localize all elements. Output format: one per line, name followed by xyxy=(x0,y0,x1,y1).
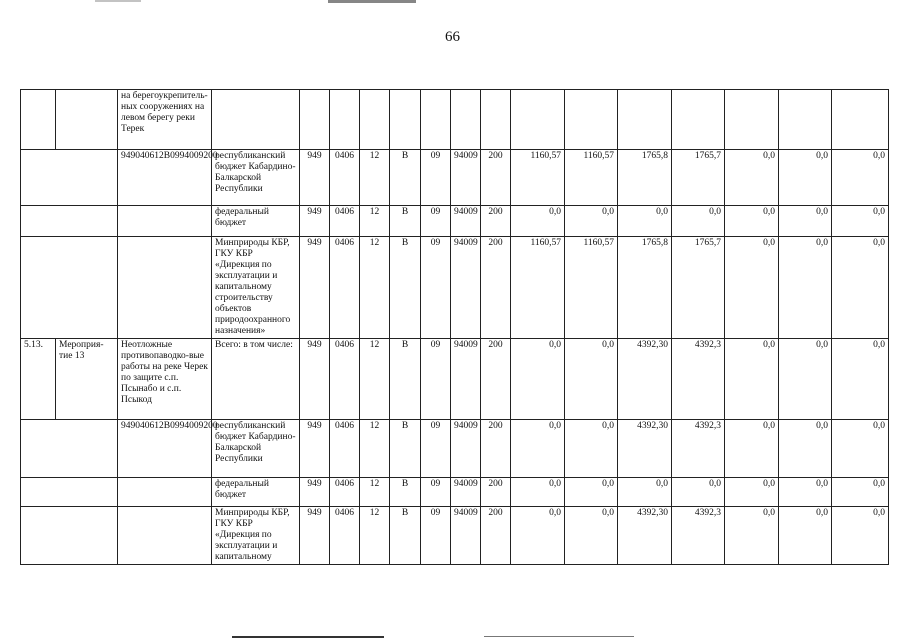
empty-cell xyxy=(21,206,118,237)
grbs-code: 949 xyxy=(300,420,330,478)
subprogram-code: В xyxy=(390,150,421,206)
value-cell: 1160,57 xyxy=(565,237,618,339)
value-cell: 0,0 xyxy=(832,339,889,420)
table-row xyxy=(21,237,889,339)
program-code: 12 xyxy=(360,478,390,507)
value-cell: 0,0 xyxy=(725,478,779,507)
value-cell: 0,0 xyxy=(725,339,779,420)
scan-artifact-bottom xyxy=(232,636,384,638)
direction-code: 94009 xyxy=(451,206,481,237)
value-cell: 0,0 xyxy=(565,420,618,478)
program-code: 12 xyxy=(360,339,390,420)
value-cell: 0,0 xyxy=(725,237,779,339)
subprogram-code: В xyxy=(390,237,421,339)
value-cell: 0,0 xyxy=(565,206,618,237)
program-code: 12 xyxy=(360,507,390,565)
subprogram-code: В xyxy=(390,507,421,565)
value-cell: 0,0 xyxy=(832,237,889,339)
main-event-code: 09 xyxy=(421,420,451,478)
program-code: 12 xyxy=(360,150,390,206)
scan-artifact-top-left xyxy=(95,0,141,2)
table-row xyxy=(21,150,889,206)
empty-cell xyxy=(21,507,118,565)
value-cell: 0,0 xyxy=(511,339,565,420)
direction-code: 94009 xyxy=(451,237,481,339)
event-cell xyxy=(56,90,118,150)
value-cell: 0,0 xyxy=(779,420,832,478)
value-cell: 0,0 xyxy=(779,150,832,206)
section-code: 0406 xyxy=(330,339,360,420)
program-code: 12 xyxy=(360,420,390,478)
scan-artifact-top xyxy=(328,0,416,3)
table-row xyxy=(21,507,889,565)
value-cell xyxy=(672,90,725,150)
program-code xyxy=(360,90,390,150)
table-row xyxy=(21,420,889,478)
section-code: 0406 xyxy=(330,507,360,565)
main-event-code xyxy=(421,90,451,150)
expense-type-code: 200 xyxy=(481,478,511,507)
main-event-code: 09 xyxy=(421,478,451,507)
value-cell: 0,0 xyxy=(779,206,832,237)
main-event-code: 09 xyxy=(421,206,451,237)
direction-code: 94009 xyxy=(451,150,481,206)
row-number-cell xyxy=(21,90,56,150)
value-cell: 0,0 xyxy=(779,339,832,420)
value-cell: 0,0 xyxy=(511,420,565,478)
value-cell: 0,0 xyxy=(779,237,832,339)
value-cell: 4392,3 xyxy=(672,507,725,565)
value-cell: 4392,30 xyxy=(618,507,672,565)
empty-cell xyxy=(118,237,212,339)
section-code: 0406 xyxy=(330,237,360,339)
direction-code xyxy=(451,90,481,150)
subprogram-code: В xyxy=(390,420,421,478)
direction-code: 94009 xyxy=(451,478,481,507)
value-cell xyxy=(779,90,832,150)
value-cell: 0,0 xyxy=(618,206,672,237)
value-cell: 4392,30 xyxy=(618,339,672,420)
value-cell xyxy=(511,90,565,150)
table-row xyxy=(21,206,889,237)
value-cell: 0,0 xyxy=(725,420,779,478)
funding-source: республиканский бюджет Кабардино-Балкарской Республики xyxy=(212,420,300,478)
value-cell: 1160,57 xyxy=(511,237,565,339)
budget-table xyxy=(20,89,889,565)
subprogram-code: В xyxy=(390,206,421,237)
empty-cell xyxy=(21,237,118,339)
funding-source: Минприроды КБР, ГКУ КБР «Дирекция по эксплуатации и капитальному строительству объектов природоохранного назначения» xyxy=(212,237,300,339)
expense-type-code: 200 xyxy=(481,507,511,565)
funding-source: Всего: в том числе: xyxy=(212,339,300,420)
direction-code: 94009 xyxy=(451,339,481,420)
value-cell xyxy=(832,90,889,150)
value-cell: 0,0 xyxy=(618,478,672,507)
value-cell: 0,0 xyxy=(672,206,725,237)
value-cell: 4392,3 xyxy=(672,339,725,420)
event-description: Неотложные противопаводко-вые работы на реке Черек по защите с.п. Псынабо и с.п. Псыкод xyxy=(118,339,212,420)
event-title: Мероприя-тие 13 xyxy=(56,339,118,420)
page-number: 66 xyxy=(445,29,460,45)
table-row xyxy=(21,339,889,420)
expense-type-code: 200 xyxy=(481,237,511,339)
value-cell: 0,0 xyxy=(725,150,779,206)
value-cell: 4392,3 xyxy=(672,420,725,478)
funding-source: федеральный бюджет xyxy=(212,206,300,237)
expense-type-code: 200 xyxy=(481,339,511,420)
expense-type-code: 200 xyxy=(481,150,511,206)
section-code xyxy=(330,90,360,150)
expense-type-code: 200 xyxy=(481,206,511,237)
empty-cell xyxy=(21,478,118,507)
value-cell xyxy=(725,90,779,150)
value-cell: 1765,8 xyxy=(618,150,672,206)
program-code: 12 xyxy=(360,237,390,339)
section-code: 0406 xyxy=(330,478,360,507)
subprogram-code: В xyxy=(390,478,421,507)
value-cell: 0,0 xyxy=(672,478,725,507)
funding-source xyxy=(212,90,300,150)
budget-classification-code: 949040612В0994009200 xyxy=(118,420,212,478)
grbs-code: 949 xyxy=(300,339,330,420)
direction-code: 94009 xyxy=(451,507,481,565)
value-cell: 0,0 xyxy=(779,507,832,565)
subprogram-code: В xyxy=(390,339,421,420)
table-row xyxy=(21,90,889,150)
value-cell: 0,0 xyxy=(725,206,779,237)
value-cell: 0,0 xyxy=(725,507,779,565)
value-cell: 0,0 xyxy=(511,206,565,237)
event-description: на берегоукрепитель-ных сооружениях на левом берегу реки Терек xyxy=(118,90,212,150)
program-code: 12 xyxy=(360,206,390,237)
grbs-code xyxy=(300,90,330,150)
expense-type-code: 200 xyxy=(481,420,511,478)
grbs-code: 949 xyxy=(300,237,330,339)
table-row xyxy=(21,478,889,507)
expense-type-code xyxy=(481,90,511,150)
value-cell: 0,0 xyxy=(511,478,565,507)
empty-cell xyxy=(21,150,118,206)
section-code: 0406 xyxy=(330,420,360,478)
value-cell xyxy=(565,90,618,150)
value-cell: 1160,57 xyxy=(511,150,565,206)
value-cell: 0,0 xyxy=(565,507,618,565)
grbs-code: 949 xyxy=(300,206,330,237)
value-cell: 1765,7 xyxy=(672,237,725,339)
row-number: 5.13. xyxy=(21,339,56,420)
main-event-code: 09 xyxy=(421,237,451,339)
direction-code: 94009 xyxy=(451,420,481,478)
value-cell: 0,0 xyxy=(779,478,832,507)
value-cell xyxy=(618,90,672,150)
main-event-code: 09 xyxy=(421,150,451,206)
scan-artifact-bottom xyxy=(484,636,634,637)
grbs-code: 949 xyxy=(300,507,330,565)
section-code: 0406 xyxy=(330,206,360,237)
empty-cell xyxy=(118,478,212,507)
main-event-code: 09 xyxy=(421,339,451,420)
value-cell: 1765,8 xyxy=(618,237,672,339)
value-cell: 0,0 xyxy=(832,206,889,237)
value-cell: 0,0 xyxy=(565,478,618,507)
grbs-code: 949 xyxy=(300,478,330,507)
subprogram-code xyxy=(390,90,421,150)
value-cell: 0,0 xyxy=(832,478,889,507)
empty-cell xyxy=(118,507,212,565)
grbs-code: 949 xyxy=(300,150,330,206)
value-cell: 0,0 xyxy=(565,339,618,420)
main-event-code: 09 xyxy=(421,507,451,565)
funding-source: Минприроды КБР, ГКУ КБР «Дирекция по эксплуатации и капитальному xyxy=(212,507,300,565)
value-cell: 0,0 xyxy=(832,507,889,565)
section-code: 0406 xyxy=(330,150,360,206)
value-cell: 0,0 xyxy=(832,150,889,206)
empty-cell xyxy=(21,420,118,478)
budget-classification-code: 949040612В0994009200 xyxy=(118,150,212,206)
value-cell: 1765,7 xyxy=(672,150,725,206)
empty-cell xyxy=(118,206,212,237)
funding-source: федеральный бюджет xyxy=(212,478,300,507)
value-cell: 4392,30 xyxy=(618,420,672,478)
funding-source: республиканский бюджет Кабардино-Балкарской Республики xyxy=(212,150,300,206)
value-cell: 0,0 xyxy=(511,507,565,565)
value-cell: 0,0 xyxy=(832,420,889,478)
value-cell: 1160,57 xyxy=(565,150,618,206)
